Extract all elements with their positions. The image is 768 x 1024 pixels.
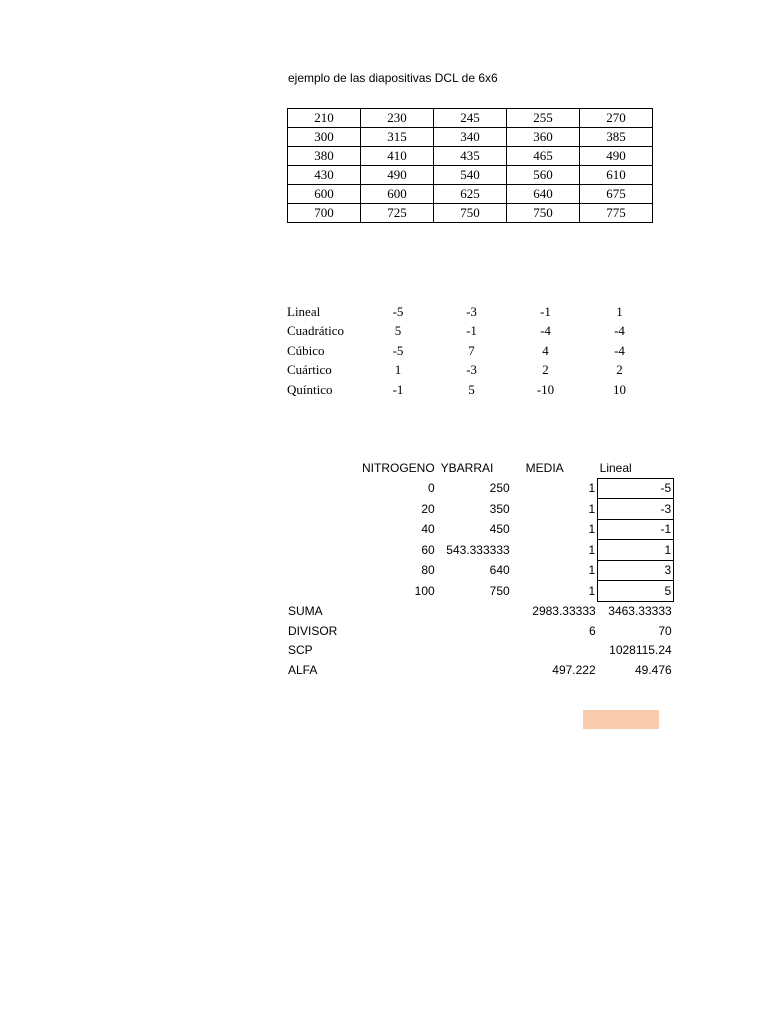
empty-cell bbox=[286, 458, 360, 478]
grid-cell: 700 bbox=[288, 204, 361, 223]
contrast-coefficient: -4 bbox=[540, 323, 551, 339]
contrast-coefficient: -4 bbox=[614, 323, 625, 339]
ybarrai-value: 543.333333 bbox=[446, 542, 510, 557]
grid-cell: 540 bbox=[434, 166, 507, 185]
media-value: 1 bbox=[588, 542, 596, 557]
grid-cell: 300 bbox=[288, 128, 361, 147]
grid-cell: 230 bbox=[361, 109, 434, 128]
contrast-row bbox=[287, 322, 657, 342]
lineal-value: -1 bbox=[598, 519, 674, 540]
media-value: 1 bbox=[588, 501, 596, 516]
contrast-coefficient: -5 bbox=[392, 303, 404, 319]
ybarrai-value: 350 bbox=[489, 501, 510, 516]
highlighted-empty-cell[interactable] bbox=[583, 710, 659, 729]
media-value: 1 bbox=[588, 563, 596, 578]
media-value: 1 bbox=[588, 522, 596, 537]
contrast-coefficient: -3 bbox=[466, 303, 477, 319]
contrast-row bbox=[287, 341, 657, 361]
contrast-coefficient: 10 bbox=[613, 381, 626, 397]
grid-cell: 210 bbox=[288, 109, 361, 128]
contrast-label: Quíntico bbox=[287, 381, 333, 397]
divisor-row bbox=[286, 621, 674, 641]
grid-cell: 270 bbox=[580, 109, 653, 128]
contrast-coefficient: -4 bbox=[614, 342, 625, 358]
empty-cell bbox=[286, 581, 360, 602]
ybarrai-value: 750 bbox=[489, 583, 510, 598]
lineal-value: 1 bbox=[598, 540, 674, 561]
table-row bbox=[286, 499, 674, 520]
alfa-row bbox=[286, 660, 674, 680]
grid-row bbox=[288, 204, 653, 223]
grid-cell: 560 bbox=[507, 166, 580, 185]
table-row bbox=[286, 478, 674, 499]
lineal-value: 5 bbox=[598, 581, 674, 602]
nitrogeno-value: 60 bbox=[421, 542, 435, 557]
contrast-row bbox=[287, 380, 657, 400]
grid-cell: 750 bbox=[507, 204, 580, 223]
contrast-coefficient: 7 bbox=[468, 342, 475, 358]
ybarrai-value: 640 bbox=[489, 563, 510, 578]
grid-row bbox=[288, 128, 653, 147]
contrast-coefficient: -1 bbox=[466, 323, 477, 339]
contrast-coefficient: 4 bbox=[542, 342, 549, 358]
suma-media: 2983.33333 bbox=[532, 604, 596, 618]
contrast-coefficient: 2 bbox=[542, 362, 549, 378]
contrast-label: Cúbico bbox=[287, 342, 325, 358]
suma-row bbox=[286, 601, 674, 621]
divisor-lineal: 70 bbox=[658, 623, 672, 638]
grid-cell: 465 bbox=[507, 147, 580, 166]
contrast-coefficient: -1 bbox=[392, 381, 404, 397]
grid-cell: 385 bbox=[580, 128, 653, 147]
empty-cell bbox=[286, 478, 360, 499]
divisor-media: 6 bbox=[588, 623, 596, 638]
media-value: 1 bbox=[588, 481, 596, 496]
page-title: ejemplo de las diapositivas DCL de 6x6 bbox=[288, 71, 498, 85]
media-value: 1 bbox=[588, 583, 596, 598]
ybarrai-value: 250 bbox=[489, 481, 510, 496]
header-media: MEDIA bbox=[525, 461, 564, 475]
nitrogeno-value: 0 bbox=[427, 481, 435, 496]
grid-cell: 245 bbox=[434, 109, 507, 128]
contrast-label: Cuadrático bbox=[287, 323, 345, 339]
grid-cell: 490 bbox=[361, 166, 434, 185]
contrast-coefficient: 5 bbox=[394, 323, 402, 339]
table-row bbox=[286, 581, 674, 602]
grid-row bbox=[288, 109, 653, 128]
grid-cell: 625 bbox=[434, 185, 507, 204]
lineal-value: -3 bbox=[598, 499, 674, 520]
grid-cell: 600 bbox=[361, 185, 434, 204]
grid-cell: 490 bbox=[580, 147, 653, 166]
empty-cell bbox=[286, 560, 360, 581]
grid-cell: 380 bbox=[288, 147, 361, 166]
table-row bbox=[286, 519, 674, 540]
contrast-label: Lineal bbox=[287, 303, 321, 319]
grid-cell: 600 bbox=[288, 185, 361, 204]
alfa-media: 497.222 bbox=[552, 662, 596, 677]
row-label-suma: SUMA bbox=[288, 604, 323, 618]
suma-lineal: 3463.33333 bbox=[608, 604, 672, 619]
table-header-row bbox=[286, 458, 674, 478]
polynomial-data-table bbox=[286, 458, 674, 680]
ybarrai-value: 450 bbox=[489, 522, 510, 537]
contrast-label: Cuártico bbox=[287, 362, 332, 378]
lineal-value: 3 bbox=[598, 560, 674, 581]
contrast-coefficient: -10 bbox=[536, 381, 555, 397]
grid-cell: 435 bbox=[434, 147, 507, 166]
grid-cell: 340 bbox=[434, 128, 507, 147]
grid-cell: 430 bbox=[288, 166, 361, 185]
grid-row bbox=[288, 147, 653, 166]
empty-cell bbox=[286, 540, 360, 561]
alfa-lineal: 49.476 bbox=[634, 662, 672, 677]
header-lineal: Lineal bbox=[599, 460, 632, 475]
grid-cell: 410 bbox=[361, 147, 434, 166]
contrast-coefficient: -5 bbox=[392, 342, 404, 358]
grid-cell: 675 bbox=[580, 185, 653, 204]
contrast-coefficient: -1 bbox=[540, 303, 551, 319]
grid-cell: 750 bbox=[434, 204, 507, 223]
row-label-alfa: ALFA bbox=[288, 662, 318, 677]
grid-cell: 610 bbox=[580, 166, 653, 185]
empty-cell bbox=[286, 519, 360, 540]
contrast-coefficient: 2 bbox=[616, 362, 623, 378]
nitrogeno-value: 40 bbox=[421, 522, 435, 537]
grid-cell: 255 bbox=[507, 109, 580, 128]
contrast-coefficient: 1 bbox=[394, 362, 402, 378]
grid-cell: 775 bbox=[580, 204, 653, 223]
lineal-value: -5 bbox=[598, 478, 674, 499]
nitrogeno-value: 20 bbox=[421, 501, 435, 516]
row-label-scp: SCP bbox=[288, 643, 313, 658]
orthogonal-contrasts-table bbox=[287, 302, 657, 400]
contrast-row bbox=[287, 361, 657, 381]
header-ybarrai: YBARRAI bbox=[440, 461, 494, 475]
contrast-coefficient: 5 bbox=[468, 381, 475, 397]
table-row bbox=[286, 560, 674, 581]
grid-cell: 640 bbox=[507, 185, 580, 204]
contrast-coefficient: -3 bbox=[466, 362, 477, 378]
grid-cell: 725 bbox=[361, 204, 434, 223]
table-row bbox=[286, 540, 674, 561]
grid-cell: 360 bbox=[507, 128, 580, 147]
response-grid bbox=[287, 108, 653, 223]
nitrogeno-value: 100 bbox=[414, 583, 435, 598]
contrast-coefficient: 1 bbox=[616, 303, 623, 319]
grid-row bbox=[288, 166, 653, 185]
grid-cell: 315 bbox=[361, 128, 434, 147]
empty-cell bbox=[286, 499, 360, 520]
scp-lineal: 1028115.24 bbox=[609, 643, 672, 658]
nitrogeno-value: 80 bbox=[421, 563, 435, 578]
scp-row bbox=[286, 641, 674, 661]
grid-row bbox=[288, 185, 653, 204]
contrast-row bbox=[287, 302, 657, 322]
row-label-divisor: DIVISOR bbox=[288, 623, 338, 638]
header-nitrogeno: NITROGENO bbox=[362, 461, 435, 475]
